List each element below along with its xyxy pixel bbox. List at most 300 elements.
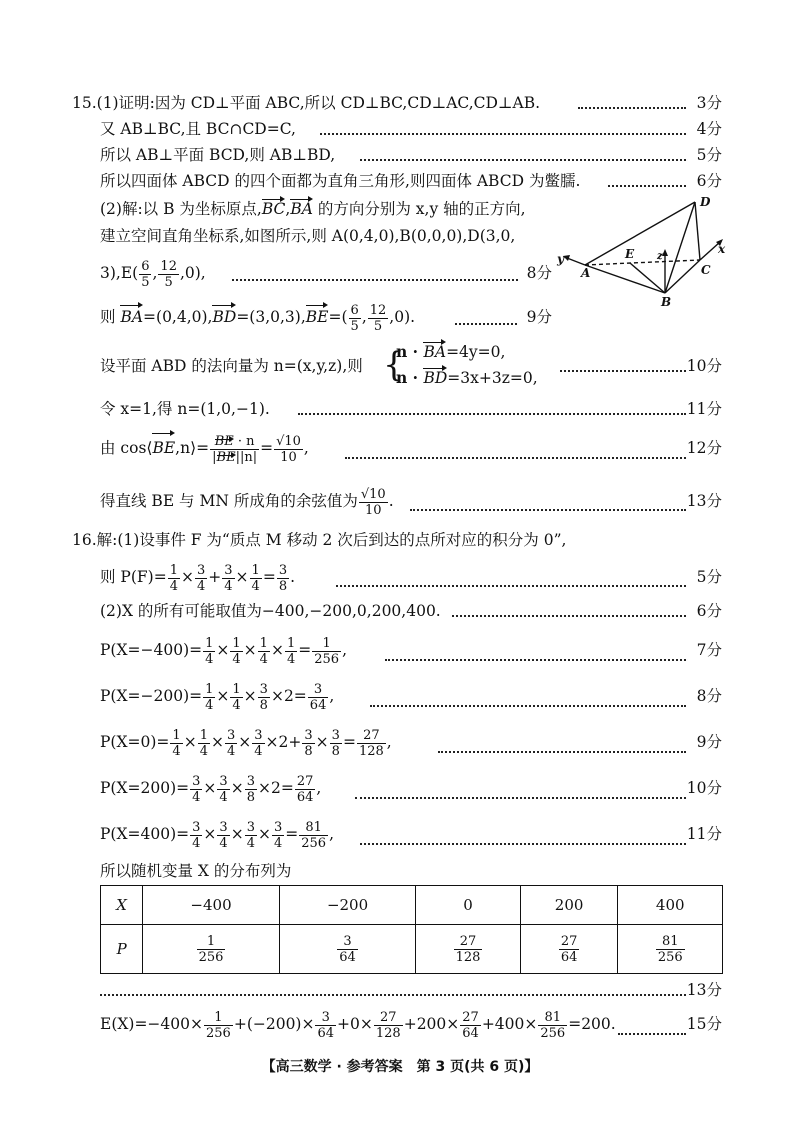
text-run: 由 cos⟨ bbox=[100, 439, 153, 457]
y-axis bbox=[567, 258, 585, 265]
fraction bbox=[197, 934, 226, 965]
denominator: 4 bbox=[169, 578, 178, 594]
numerator: 3 bbox=[192, 819, 201, 835]
score-mark: 3分 bbox=[696, 94, 722, 112]
score-leader bbox=[608, 157, 686, 187]
numerator: 27 bbox=[374, 1010, 403, 1026]
numerator: 3 bbox=[273, 819, 283, 835]
y-arrow bbox=[563, 255, 570, 261]
fraction bbox=[245, 820, 257, 851]
numerator: 3 bbox=[192, 773, 201, 789]
numerator: 3 bbox=[224, 562, 233, 578]
table-header-cell: −200 bbox=[279, 886, 416, 925]
table-row-label: P bbox=[101, 925, 143, 974]
text-run: = bbox=[342, 733, 356, 751]
text-run: · n bbox=[233, 433, 255, 449]
score-mark: 10分 bbox=[686, 357, 722, 375]
denominator: 4 bbox=[226, 743, 236, 759]
denominator: 4 bbox=[192, 789, 201, 805]
denominator: 4 bbox=[192, 835, 201, 851]
q15-text bbox=[100, 482, 394, 520]
numerator: 1 bbox=[204, 1010, 233, 1026]
fraction bbox=[299, 820, 328, 851]
numerator bbox=[210, 434, 259, 450]
numerator: 1 bbox=[232, 635, 241, 651]
edge-cd bbox=[695, 202, 700, 260]
q15-line-4 bbox=[0, 166, 800, 196]
text-run: , bbox=[329, 825, 335, 843]
score-mark: 15分 bbox=[686, 1015, 722, 1033]
fraction bbox=[139, 259, 151, 290]
vector-bd: BD bbox=[423, 363, 447, 393]
numerator: 1 bbox=[259, 635, 268, 651]
score-mark: 5分 bbox=[696, 568, 722, 586]
text-run: × bbox=[257, 825, 271, 843]
denominator: 256 bbox=[206, 1025, 231, 1041]
score-mark: 9分 bbox=[526, 308, 552, 326]
text-run: × bbox=[180, 568, 194, 586]
denominator: 256 bbox=[540, 1025, 566, 1041]
text-run: P(X=−200)= bbox=[100, 687, 203, 705]
edge-ab bbox=[585, 265, 665, 293]
text-run: 则 bbox=[100, 308, 121, 326]
numerator: 1 bbox=[251, 562, 260, 578]
text-run: = bbox=[298, 641, 312, 659]
vector-be: BE bbox=[306, 300, 329, 334]
score-leader bbox=[355, 759, 686, 799]
text-run: (2)解:以 B 为坐标原点, bbox=[100, 200, 262, 218]
fraction bbox=[204, 1010, 233, 1041]
score-leader bbox=[385, 621, 686, 661]
distribution-intro-line bbox=[0, 856, 800, 886]
denominator: 4 bbox=[172, 743, 181, 759]
text-run: P(X=200)= bbox=[100, 779, 190, 797]
fraction bbox=[190, 820, 202, 851]
prob-expression bbox=[100, 722, 392, 762]
score-leader bbox=[336, 549, 686, 587]
q16-text bbox=[100, 558, 295, 596]
numerator: 6 bbox=[350, 302, 359, 318]
q15-text bbox=[100, 300, 415, 334]
denominator: 5 bbox=[373, 318, 383, 334]
score-leader bbox=[410, 473, 686, 511]
score-mark: 9分 bbox=[696, 733, 722, 751]
denominator: 5 bbox=[164, 274, 173, 290]
label-x: x bbox=[718, 242, 726, 256]
prob-line-minus-200 bbox=[0, 676, 800, 716]
text-run: =(0,4,0), bbox=[143, 308, 213, 326]
denominator: 10 bbox=[365, 502, 382, 518]
vector-bd: BD bbox=[212, 300, 236, 334]
fraction bbox=[374, 1010, 403, 1041]
score-mark: 6分 bbox=[696, 602, 722, 620]
text-run: =3x+3z=0, bbox=[447, 369, 538, 387]
numerator: 27 bbox=[296, 773, 314, 789]
fraction bbox=[258, 682, 270, 713]
text-run: , bbox=[342, 641, 347, 659]
fraction bbox=[198, 728, 210, 759]
score-mark: 13分 bbox=[686, 981, 722, 999]
text-run: =(3,0,3), bbox=[236, 308, 306, 326]
numerator: 81 bbox=[299, 820, 328, 836]
denominator: 4 bbox=[254, 743, 263, 759]
fraction bbox=[538, 1010, 567, 1041]
denominator: 4 bbox=[286, 651, 296, 667]
numerator: 27 bbox=[357, 728, 386, 744]
text-run: × bbox=[243, 641, 257, 659]
tetrahedron-coordinate-figure bbox=[555, 195, 735, 310]
fraction bbox=[559, 934, 580, 965]
denominator: 8 bbox=[331, 743, 340, 759]
vector-ba: BA bbox=[423, 337, 446, 367]
score-mark: 12分 bbox=[686, 439, 722, 457]
score-mark: 7分 bbox=[696, 641, 722, 659]
denominator: 8 bbox=[304, 743, 313, 759]
score-leader bbox=[452, 587, 686, 617]
text-run: . bbox=[290, 568, 296, 586]
fraction bbox=[230, 636, 242, 667]
fraction bbox=[258, 636, 270, 667]
edge-ac bbox=[585, 260, 700, 265]
denominator: 4 bbox=[196, 578, 206, 594]
denominator: 8 bbox=[259, 697, 268, 713]
fraction bbox=[295, 774, 316, 805]
text-run: , bbox=[361, 308, 367, 326]
denominator: 4 bbox=[205, 651, 214, 667]
denominator: 64 bbox=[309, 697, 327, 713]
text-run: +(−200)× bbox=[233, 1015, 315, 1033]
numerator: 1 bbox=[205, 681, 214, 697]
score-mark: 11分 bbox=[686, 825, 722, 843]
numerator: 3 bbox=[331, 727, 340, 743]
text-run: 则 P(F)= bbox=[100, 568, 167, 586]
score-mark: 11分 bbox=[686, 400, 722, 418]
numerator: 1 bbox=[205, 635, 214, 651]
text-run: × bbox=[230, 825, 244, 843]
denominator: 256 bbox=[198, 949, 224, 965]
fraction bbox=[245, 774, 257, 805]
text-run: 得直线 BE 与 MN 所成角的余弦值为 bbox=[100, 492, 358, 510]
denominator: 64 bbox=[339, 949, 356, 965]
score-mark: 8分 bbox=[526, 264, 552, 282]
page-footer: 【高三数学 · 参考答案 第 3 页(共 6 页)】 bbox=[261, 1059, 539, 1075]
text-run: × bbox=[203, 825, 217, 843]
fraction bbox=[315, 1010, 336, 1041]
text-run: +0× bbox=[337, 1015, 373, 1033]
denominator: 64 bbox=[296, 789, 314, 805]
q16-text: 16.解:(1)设事件 F 为“质点 M 移动 2 次后到达的点所对应的积分为 0”, bbox=[72, 531, 567, 549]
q15-text: 所以四面体 ABCD 的四个面都为直角三角形,则四面体 ABCD 为鳖臑. bbox=[100, 172, 581, 190]
x-axis bbox=[700, 242, 720, 260]
fraction bbox=[217, 820, 229, 851]
denominator: 64 bbox=[560, 949, 578, 965]
numerator: 12 bbox=[369, 302, 387, 318]
table-header-row bbox=[101, 886, 723, 925]
denominator: 4 bbox=[219, 789, 228, 805]
q15-text: 设平面 ABD 的法向量为 n=(x,y,z),则 bbox=[100, 357, 363, 375]
text-run: + bbox=[208, 568, 222, 586]
numerator: 3 bbox=[219, 773, 228, 789]
fraction bbox=[222, 563, 234, 594]
fraction bbox=[454, 934, 483, 965]
text-run: , bbox=[303, 439, 309, 457]
text-run: × bbox=[270, 641, 284, 659]
label-a: A bbox=[581, 266, 591, 280]
table-header-cell: X bbox=[101, 886, 143, 925]
text-run: × bbox=[238, 733, 252, 751]
fraction bbox=[349, 303, 361, 334]
text-run: ||n| bbox=[235, 449, 258, 465]
prob-expression bbox=[100, 814, 334, 854]
label-y: y bbox=[557, 252, 564, 266]
denominator: 4 bbox=[251, 578, 260, 594]
fraction bbox=[368, 303, 389, 334]
fraction bbox=[337, 934, 358, 965]
denominator: 4 bbox=[199, 743, 208, 759]
fraction bbox=[274, 434, 303, 465]
q15-text: 建立空间直角坐标系,如图所示,则 A(0,4,0),B(0,0,0),D(3,0, bbox=[100, 227, 516, 245]
numerator: √10 bbox=[276, 433, 301, 449]
text-run: × bbox=[243, 687, 257, 705]
label-d: D bbox=[700, 195, 711, 209]
text-run: P(X=0)= bbox=[100, 733, 170, 751]
prob-line-400 bbox=[0, 814, 800, 854]
denominator: 10 bbox=[280, 449, 297, 465]
text-run: | bbox=[212, 449, 217, 465]
denominator: 128 bbox=[455, 949, 481, 965]
expectation-expression bbox=[100, 1004, 616, 1044]
score-leader bbox=[438, 713, 686, 753]
numerator: 27 bbox=[454, 934, 483, 950]
score-mark: 8分 bbox=[696, 687, 722, 705]
denominator: 256 bbox=[314, 651, 340, 667]
fraction bbox=[190, 774, 202, 805]
score-leader bbox=[360, 805, 686, 845]
z-arrow bbox=[662, 249, 668, 256]
text-run: × bbox=[230, 779, 244, 797]
score-leader bbox=[232, 247, 518, 281]
numerator: 6 bbox=[141, 258, 150, 274]
denominator: 8 bbox=[246, 789, 255, 805]
numerator: 3 bbox=[304, 727, 313, 743]
numerator: 12 bbox=[160, 258, 177, 274]
fraction bbox=[203, 682, 215, 713]
numerator: 27 bbox=[560, 933, 578, 949]
text-run: × bbox=[216, 641, 230, 659]
fraction bbox=[357, 728, 386, 759]
text-run: = bbox=[260, 439, 274, 457]
fraction bbox=[656, 934, 685, 965]
text-run: ×2= bbox=[257, 779, 294, 797]
text-run: × bbox=[315, 733, 329, 751]
denominator: 4 bbox=[232, 697, 241, 713]
fraction bbox=[308, 682, 329, 713]
fraction bbox=[158, 259, 179, 290]
text-run: =( bbox=[328, 308, 348, 326]
denominator: 4 bbox=[273, 835, 283, 851]
fraction bbox=[285, 636, 297, 667]
expectation-line bbox=[0, 1004, 800, 1044]
numerator: 3 bbox=[315, 1010, 336, 1026]
q15-text: 又 AB⊥BC,且 BC∩CD=C, bbox=[100, 120, 296, 138]
fraction bbox=[230, 682, 242, 713]
q15-line-12 bbox=[0, 482, 800, 520]
numerator: 1 bbox=[312, 636, 341, 652]
label-c: C bbox=[701, 263, 711, 277]
text-run: = bbox=[262, 568, 276, 586]
fraction bbox=[272, 820, 284, 851]
q15-text bbox=[100, 194, 526, 224]
numerator: 3 bbox=[226, 727, 236, 743]
text-run: × bbox=[203, 779, 217, 797]
numerator: 3 bbox=[246, 819, 255, 835]
fraction bbox=[170, 728, 182, 759]
table-header-cell: 400 bbox=[618, 886, 723, 925]
score-leader bbox=[345, 419, 686, 459]
denominator: 4 bbox=[224, 578, 233, 594]
fraction bbox=[460, 1010, 481, 1041]
distribution-intro: 所以随机变量 X 的分布列为 bbox=[100, 862, 292, 880]
denominator: 5 bbox=[350, 318, 359, 334]
numerator: 1 bbox=[172, 727, 181, 743]
numerator: 1 bbox=[286, 635, 296, 651]
vector-be: BE bbox=[216, 449, 236, 465]
label-z: z bbox=[657, 251, 663, 262]
text-run: ×2+ bbox=[265, 733, 302, 751]
prob-line-200 bbox=[0, 768, 800, 808]
text-run: , bbox=[329, 687, 335, 705]
vector-ba: BA bbox=[290, 194, 313, 224]
fraction bbox=[203, 636, 215, 667]
denominator: 4 bbox=[205, 697, 214, 713]
denominator: 4 bbox=[246, 835, 255, 851]
score-leader bbox=[560, 342, 686, 372]
q15-line-11 bbox=[0, 428, 800, 468]
q15-proof-statement: 15.(1)证明:因为 CD⊥平面 ABC,所以 CD⊥BC,CD⊥AC,CD⊥AB. bbox=[72, 94, 541, 112]
score-leader bbox=[100, 966, 686, 996]
text-run: , bbox=[285, 200, 291, 218]
fraction bbox=[217, 774, 229, 805]
fraction bbox=[252, 728, 264, 759]
text-run: × bbox=[235, 568, 249, 586]
denominator: 4 bbox=[219, 835, 228, 851]
denominator: 256 bbox=[657, 949, 683, 965]
score-leader bbox=[370, 667, 686, 707]
text-run: ,n⟩= bbox=[175, 439, 210, 457]
numerator: 81 bbox=[538, 1010, 567, 1026]
text-run: 3),E( bbox=[100, 264, 139, 282]
label-b: B bbox=[661, 295, 672, 309]
text-run: 的方向分别为 x,y 轴的正方向, bbox=[312, 200, 526, 218]
text-run: E(X)=−400× bbox=[100, 1015, 203, 1033]
text-run: ,0). bbox=[389, 308, 416, 326]
prob-line-minus-400 bbox=[0, 630, 800, 670]
q15-text bbox=[100, 428, 309, 468]
score-leader bbox=[618, 995, 686, 1035]
table-header-cell: 0 bbox=[416, 886, 520, 925]
numerator: 3 bbox=[246, 773, 255, 789]
numerator: 1 bbox=[169, 562, 178, 578]
numerator: √10 bbox=[360, 486, 386, 502]
q15-text bbox=[100, 256, 206, 290]
score-mark: 13分 bbox=[686, 492, 722, 510]
text-run: × bbox=[210, 733, 224, 751]
vector-be: BE bbox=[152, 428, 175, 468]
numerator: 1 bbox=[232, 681, 241, 697]
text-run: ,0), bbox=[179, 264, 206, 282]
text-run: , bbox=[316, 779, 322, 797]
denominator: 5 bbox=[141, 274, 150, 290]
text-run: +200× bbox=[403, 1015, 460, 1033]
numerator: 1 bbox=[199, 727, 208, 743]
fraction bbox=[210, 434, 259, 465]
vector-be: BE bbox=[214, 433, 234, 449]
numerator: 3 bbox=[278, 562, 288, 578]
segment-be bbox=[630, 263, 665, 293]
fraction bbox=[302, 728, 314, 759]
numerator: 81 bbox=[656, 934, 685, 950]
text-run: =200. bbox=[568, 1015, 616, 1033]
text-run: . bbox=[388, 492, 394, 510]
system-brace: { bbox=[383, 345, 405, 385]
fraction bbox=[195, 563, 207, 594]
numerator: 3 bbox=[259, 681, 268, 697]
denominator: 4 bbox=[232, 651, 241, 667]
prob-expression bbox=[100, 630, 347, 670]
denominator: 4 bbox=[259, 651, 268, 667]
text-run: +400× bbox=[481, 1015, 538, 1033]
numerator: 27 bbox=[462, 1009, 479, 1025]
prob-expression bbox=[100, 676, 334, 716]
q16-text: (2)X 的所有可能取值为−400,−200,0,200,400. bbox=[100, 602, 441, 620]
label-e: E bbox=[625, 247, 635, 261]
denominator: 64 bbox=[317, 1025, 335, 1041]
score-mark: 6分 bbox=[696, 172, 722, 190]
score-mark: 10分 bbox=[686, 779, 722, 797]
numerator: 3 bbox=[308, 682, 329, 698]
numerator: 1 bbox=[197, 934, 226, 950]
text-run: = bbox=[285, 825, 299, 843]
denominator: 64 bbox=[462, 1025, 479, 1041]
distribution-table bbox=[100, 885, 723, 974]
numerator: 3 bbox=[254, 727, 263, 743]
text-run: ×2= bbox=[270, 687, 307, 705]
score-mark: 5分 bbox=[696, 146, 722, 164]
numerator: 3 bbox=[337, 934, 358, 950]
denominator: 128 bbox=[375, 1025, 401, 1041]
text-run: n · bbox=[396, 368, 424, 387]
q15-text: 令 x=1,得 n=(1,0,−1). bbox=[100, 400, 270, 418]
text-run: =4y=0, bbox=[446, 343, 506, 361]
fraction bbox=[225, 728, 237, 759]
score-mark: 4分 bbox=[696, 120, 722, 138]
denominator: 128 bbox=[358, 743, 384, 759]
fraction bbox=[250, 563, 262, 594]
fraction bbox=[168, 563, 180, 594]
vector-bc: BC bbox=[262, 194, 286, 224]
score-leader bbox=[455, 291, 517, 325]
text-run: P(X=400)= bbox=[100, 825, 190, 843]
denominator: 256 bbox=[301, 835, 327, 851]
text-run: , bbox=[152, 264, 158, 282]
text-run: , bbox=[386, 733, 392, 751]
table-header-cell: 200 bbox=[520, 886, 618, 925]
text-run: P(X=−400)= bbox=[100, 641, 203, 659]
edge-ad bbox=[585, 202, 695, 265]
prob-line-0 bbox=[0, 722, 800, 762]
fraction bbox=[277, 563, 289, 594]
denominator: 8 bbox=[278, 578, 288, 594]
